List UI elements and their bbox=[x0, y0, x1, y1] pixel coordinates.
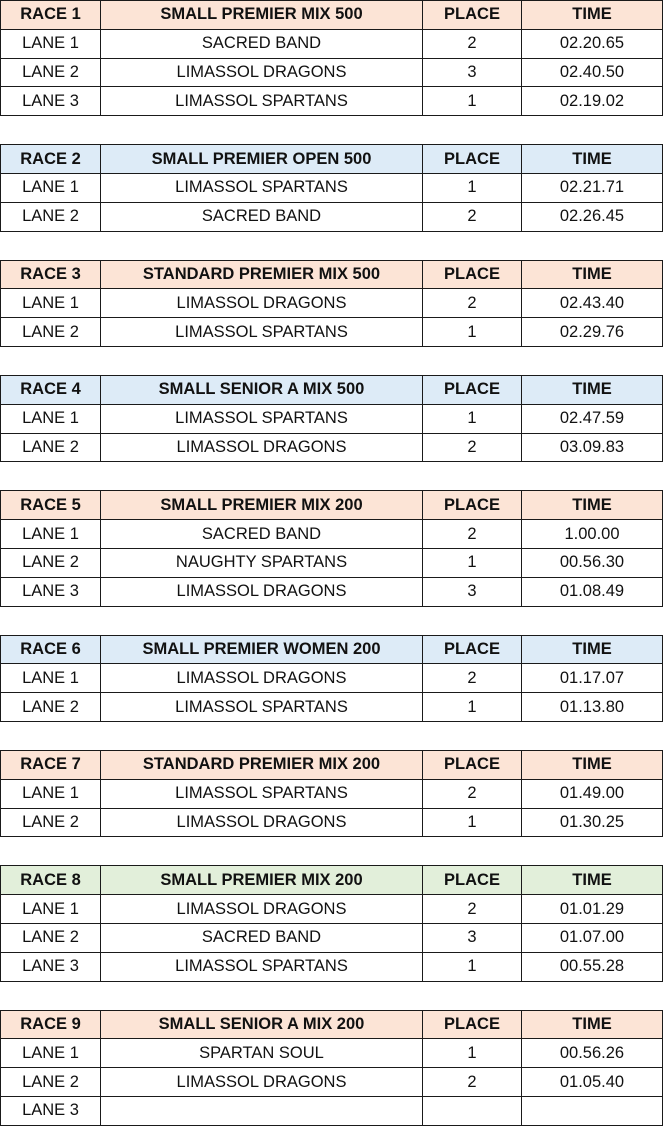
lane-label: LANE 1 bbox=[1, 664, 101, 693]
place-value: 2 bbox=[423, 433, 522, 462]
place-header: PLACE bbox=[423, 750, 522, 779]
team-name: LIMASSOL DRAGONS bbox=[101, 577, 423, 606]
place-value: 2 bbox=[423, 289, 522, 318]
team-name: SACRED BAND bbox=[101, 202, 423, 231]
race-table bbox=[0, 375, 663, 462]
race-table bbox=[0, 635, 663, 722]
team-name: LIMASSOL DRAGONS bbox=[101, 808, 423, 837]
race-spacer bbox=[0, 982, 663, 1010]
race-category: STANDARD PREMIER MIX 200 bbox=[101, 750, 423, 779]
lane-label: LANE 1 bbox=[1, 895, 101, 924]
team-name bbox=[101, 1096, 423, 1125]
team-name: LIMASSOL SPARTANS bbox=[101, 779, 423, 808]
race-number: RACE 3 bbox=[1, 260, 101, 289]
place-header: PLACE bbox=[423, 375, 522, 404]
race-number: RACE 5 bbox=[1, 491, 101, 520]
place-header: PLACE bbox=[423, 491, 522, 520]
lane-row bbox=[1, 58, 663, 87]
place-header: PLACE bbox=[423, 260, 522, 289]
place-value: 1 bbox=[423, 952, 522, 981]
lane-label: LANE 1 bbox=[1, 173, 101, 202]
race-category: SMALL PREMIER MIX 500 bbox=[101, 1, 423, 30]
team-name: LIMASSOL SPARTANS bbox=[101, 318, 423, 347]
team-name: LIMASSOL SPARTANS bbox=[101, 173, 423, 202]
place-value: 2 bbox=[423, 895, 522, 924]
race-table bbox=[0, 260, 663, 347]
time-header: TIME bbox=[522, 145, 663, 174]
race-table bbox=[0, 490, 663, 606]
time-header: TIME bbox=[522, 635, 663, 664]
lane-label: LANE 3 bbox=[1, 952, 101, 981]
team-name: LIMASSOL SPARTANS bbox=[101, 404, 423, 433]
time-value: 02.29.76 bbox=[522, 318, 663, 347]
team-name: LIMASSOL DRAGONS bbox=[101, 433, 423, 462]
race-category: SMALL PREMIER MIX 200 bbox=[101, 866, 423, 895]
lane-row bbox=[1, 1096, 663, 1125]
race-table bbox=[0, 750, 663, 837]
lane-label: LANE 2 bbox=[1, 58, 101, 87]
lane-label: LANE 1 bbox=[1, 1039, 101, 1068]
lane-label: LANE 3 bbox=[1, 1096, 101, 1125]
lane-row bbox=[1, 29, 663, 58]
lane-row bbox=[1, 548, 663, 577]
race-number: RACE 1 bbox=[1, 1, 101, 30]
lane-label: LANE 2 bbox=[1, 318, 101, 347]
time-value: 02.43.40 bbox=[522, 289, 663, 318]
place-value bbox=[423, 1096, 522, 1125]
time-value: 01.07.00 bbox=[522, 923, 663, 952]
team-name: SPARTAN SOUL bbox=[101, 1039, 423, 1068]
lane-row bbox=[1, 173, 663, 202]
team-name: LIMASSOL DRAGONS bbox=[101, 58, 423, 87]
race-category: SMALL PREMIER OPEN 500 bbox=[101, 145, 423, 174]
lane-row bbox=[1, 433, 663, 462]
race-header-row bbox=[1, 1, 663, 30]
lane-label: LANE 1 bbox=[1, 404, 101, 433]
lane-label: LANE 1 bbox=[1, 289, 101, 318]
race-spacer bbox=[0, 607, 663, 635]
lane-label: LANE 3 bbox=[1, 87, 101, 116]
race-category: SMALL SENIOR A MIX 500 bbox=[101, 375, 423, 404]
lane-label: LANE 2 bbox=[1, 433, 101, 462]
place-header: PLACE bbox=[423, 1010, 522, 1039]
team-name: LIMASSOL SPARTANS bbox=[101, 87, 423, 116]
time-header: TIME bbox=[522, 866, 663, 895]
lane-row bbox=[1, 577, 663, 606]
race-number: RACE 9 bbox=[1, 1010, 101, 1039]
lane-row bbox=[1, 520, 663, 549]
race-spacer bbox=[0, 116, 663, 144]
race-header-row bbox=[1, 491, 663, 520]
race-table bbox=[0, 144, 663, 231]
team-name: LIMASSOL DRAGONS bbox=[101, 895, 423, 924]
lane-label: LANE 3 bbox=[1, 577, 101, 606]
time-value: 02.47.59 bbox=[522, 404, 663, 433]
team-name: LIMASSOL DRAGONS bbox=[101, 289, 423, 318]
place-value: 2 bbox=[423, 520, 522, 549]
race-category: SMALL SENIOR A MIX 200 bbox=[101, 1010, 423, 1039]
race-table bbox=[0, 865, 663, 981]
place-value: 1 bbox=[423, 693, 522, 722]
time-value: 00.55.28 bbox=[522, 952, 663, 981]
time-value: 1.00.00 bbox=[522, 520, 663, 549]
race-table bbox=[0, 1010, 663, 1126]
lane-row bbox=[1, 202, 663, 231]
time-value: 00.56.26 bbox=[522, 1039, 663, 1068]
lane-label: LANE 2 bbox=[1, 808, 101, 837]
lane-row bbox=[1, 404, 663, 433]
race-spacer bbox=[0, 462, 663, 490]
time-value: 01.01.29 bbox=[522, 895, 663, 924]
team-name: LIMASSOL SPARTANS bbox=[101, 693, 423, 722]
race-header-row bbox=[1, 635, 663, 664]
place-value: 1 bbox=[423, 548, 522, 577]
race-category: SMALL PREMIER MIX 200 bbox=[101, 491, 423, 520]
place-value: 1 bbox=[423, 87, 522, 116]
lane-label: LANE 2 bbox=[1, 202, 101, 231]
lane-label: LANE 2 bbox=[1, 923, 101, 952]
race-category: STANDARD PREMIER MIX 500 bbox=[101, 260, 423, 289]
lane-label: LANE 2 bbox=[1, 548, 101, 577]
team-name: SACRED BAND bbox=[101, 29, 423, 58]
time-value: 01.17.07 bbox=[522, 664, 663, 693]
time-header: TIME bbox=[522, 491, 663, 520]
place-value: 2 bbox=[423, 202, 522, 231]
race-spacer bbox=[0, 232, 663, 260]
team-name: NAUGHTY SPARTANS bbox=[101, 548, 423, 577]
place-value: 2 bbox=[423, 1068, 522, 1097]
place-header: PLACE bbox=[423, 145, 522, 174]
time-header: TIME bbox=[522, 260, 663, 289]
lane-row bbox=[1, 87, 663, 116]
lane-row bbox=[1, 779, 663, 808]
time-value: 03.09.83 bbox=[522, 433, 663, 462]
time-header: TIME bbox=[522, 375, 663, 404]
time-header: TIME bbox=[522, 750, 663, 779]
time-value: 02.20.65 bbox=[522, 29, 663, 58]
race-header-row bbox=[1, 866, 663, 895]
lane-row bbox=[1, 1039, 663, 1068]
team-name: SACRED BAND bbox=[101, 520, 423, 549]
place-value: 1 bbox=[423, 404, 522, 433]
time-header: TIME bbox=[522, 1010, 663, 1039]
time-value: 02.21.71 bbox=[522, 173, 663, 202]
team-name: LIMASSOL SPARTANS bbox=[101, 952, 423, 981]
race-header-row bbox=[1, 375, 663, 404]
race-number: RACE 8 bbox=[1, 866, 101, 895]
race-header-row bbox=[1, 260, 663, 289]
place-value: 2 bbox=[423, 29, 522, 58]
lane-row bbox=[1, 289, 663, 318]
race-header-row bbox=[1, 145, 663, 174]
lane-row bbox=[1, 895, 663, 924]
lane-label: LANE 1 bbox=[1, 520, 101, 549]
lane-row bbox=[1, 923, 663, 952]
lane-row bbox=[1, 1068, 663, 1097]
place-value: 1 bbox=[423, 1039, 522, 1068]
place-header: PLACE bbox=[423, 866, 522, 895]
race-number: RACE 7 bbox=[1, 750, 101, 779]
team-name: SACRED BAND bbox=[101, 923, 423, 952]
lane-label: LANE 2 bbox=[1, 1068, 101, 1097]
team-name: LIMASSOL DRAGONS bbox=[101, 664, 423, 693]
lane-label: LANE 1 bbox=[1, 779, 101, 808]
time-value bbox=[522, 1096, 663, 1125]
lane-row bbox=[1, 952, 663, 981]
place-header: PLACE bbox=[423, 1, 522, 30]
place-value: 1 bbox=[423, 808, 522, 837]
lane-label: LANE 1 bbox=[1, 29, 101, 58]
time-value: 01.30.25 bbox=[522, 808, 663, 837]
time-value: 01.13.80 bbox=[522, 693, 663, 722]
time-value: 01.08.49 bbox=[522, 577, 663, 606]
team-name: LIMASSOL DRAGONS bbox=[101, 1068, 423, 1097]
race-spacer bbox=[0, 347, 663, 375]
place-value: 1 bbox=[423, 318, 522, 347]
race-spacer bbox=[0, 837, 663, 865]
time-value: 02.19.02 bbox=[522, 87, 663, 116]
place-value: 3 bbox=[423, 577, 522, 606]
lane-row bbox=[1, 693, 663, 722]
place-value: 3 bbox=[423, 923, 522, 952]
race-spacer bbox=[0, 722, 663, 750]
lane-row bbox=[1, 664, 663, 693]
time-value: 02.26.45 bbox=[522, 202, 663, 231]
race-header-row bbox=[1, 750, 663, 779]
race-number: RACE 4 bbox=[1, 375, 101, 404]
time-value: 01.05.40 bbox=[522, 1068, 663, 1097]
place-value: 3 bbox=[423, 58, 522, 87]
lane-label: LANE 2 bbox=[1, 693, 101, 722]
race-table bbox=[0, 0, 663, 116]
time-value: 02.40.50 bbox=[522, 58, 663, 87]
lane-row bbox=[1, 318, 663, 347]
place-value: 2 bbox=[423, 779, 522, 808]
place-value: 2 bbox=[423, 664, 522, 693]
race-category: SMALL PREMIER WOMEN 200 bbox=[101, 635, 423, 664]
race-header-row bbox=[1, 1010, 663, 1039]
place-value: 1 bbox=[423, 173, 522, 202]
time-value: 00.56.30 bbox=[522, 548, 663, 577]
race-number: RACE 6 bbox=[1, 635, 101, 664]
race-number: RACE 2 bbox=[1, 145, 101, 174]
time-value: 01.49.00 bbox=[522, 779, 663, 808]
lane-row bbox=[1, 808, 663, 837]
time-header: TIME bbox=[522, 1, 663, 30]
place-header: PLACE bbox=[423, 635, 522, 664]
